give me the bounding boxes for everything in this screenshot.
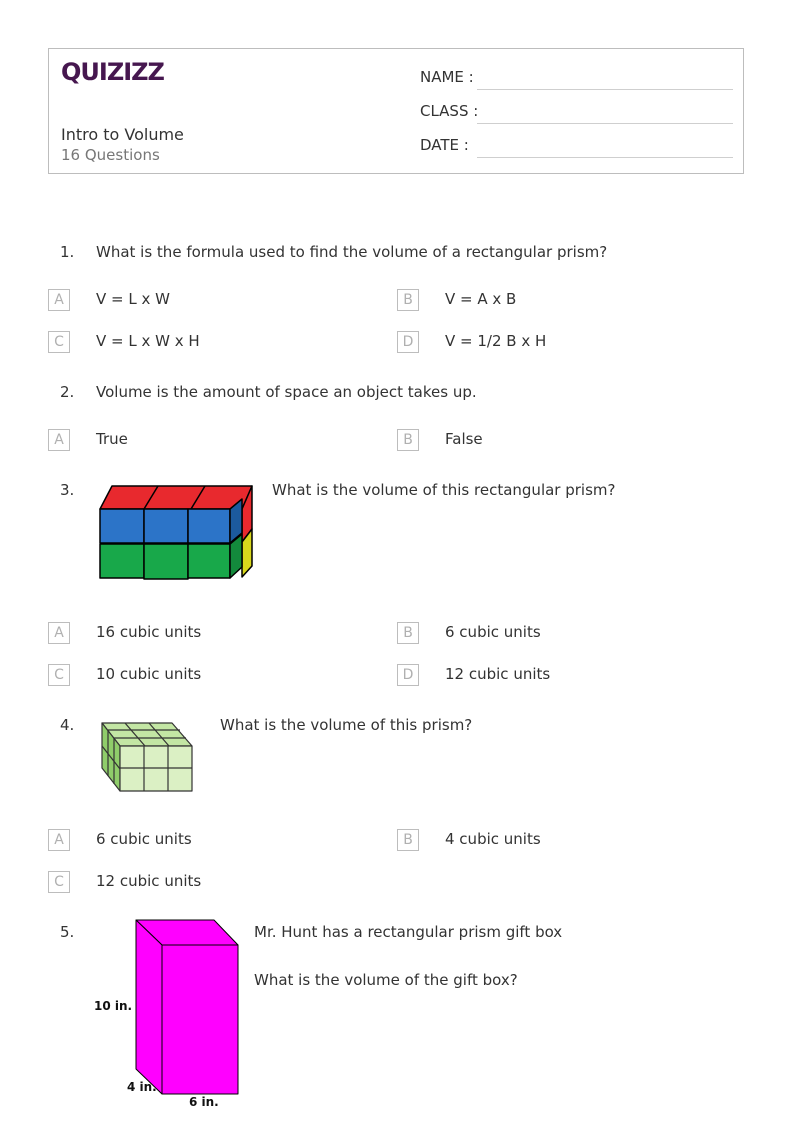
date-label: DATE : xyxy=(420,136,469,154)
option-text: False xyxy=(445,430,483,448)
answer-option[interactable] xyxy=(397,331,717,355)
option-letter-box: A xyxy=(48,289,70,311)
option-letter-box: C xyxy=(48,664,70,686)
question-text: Mr. Hunt has a rectangular prism gift box xyxy=(254,923,563,941)
date-line[interactable] xyxy=(477,157,733,158)
width-label: 6 in. xyxy=(189,1095,219,1109)
option-letter-box: A xyxy=(48,622,70,644)
quizizz-logo xyxy=(61,57,164,87)
worksheet-title: Intro to Volume xyxy=(61,125,184,144)
answer-option[interactable] xyxy=(397,664,717,688)
class-label: CLASS : xyxy=(420,102,479,120)
option-text: 4 cubic units xyxy=(445,830,541,848)
option-text: V = L x W x H xyxy=(96,332,200,350)
question-number: 5. xyxy=(60,923,75,941)
cube-prism-figure xyxy=(96,482,256,582)
name-line[interactable] xyxy=(477,89,733,90)
name-label: NAME : xyxy=(420,68,474,86)
question-number: 4. xyxy=(60,716,75,734)
question-text: Volume is the amount of space an object takes up. xyxy=(96,383,477,401)
option-text: 16 cubic units xyxy=(96,623,202,641)
answer-option[interactable] xyxy=(48,331,368,355)
question-text-2: What is the volume of the gift box? xyxy=(254,971,518,989)
green-cube-prism-figure xyxy=(96,718,196,794)
answer-option[interactable] xyxy=(48,622,368,646)
question-text: What is the volume of this prism? xyxy=(220,716,473,734)
option-text: V = L x W xyxy=(96,290,170,308)
answer-option[interactable] xyxy=(48,871,368,895)
option-letter-box: B xyxy=(397,289,419,311)
depth-label: 4 in. xyxy=(127,1080,157,1094)
answer-option[interactable] xyxy=(397,289,717,313)
option-text: V = A x B xyxy=(445,290,517,308)
worksheet-header xyxy=(48,48,744,174)
question-number: 3. xyxy=(60,481,75,499)
class-field[interactable] xyxy=(420,102,733,124)
option-letter-box: A xyxy=(48,429,70,451)
question-text: What is the formula used to find the volume of a rectangular prism? xyxy=(96,243,608,261)
option-letter-box: D xyxy=(397,664,419,686)
option-letter-box: D xyxy=(397,331,419,353)
option-letter-box: C xyxy=(48,331,70,353)
logo-text: QUIZIZZ xyxy=(61,58,164,86)
option-letter-box: B xyxy=(397,429,419,451)
name-field[interactable] xyxy=(420,68,733,90)
option-text: 12 cubic units xyxy=(445,665,551,683)
option-text: 12 cubic units xyxy=(96,872,202,890)
option-text: 6 cubic units xyxy=(445,623,541,641)
question-count: 16 Questions xyxy=(61,146,160,164)
answer-option[interactable] xyxy=(397,829,717,853)
option-letter-box: B xyxy=(397,829,419,851)
option-letter-box: B xyxy=(397,622,419,644)
answer-option[interactable] xyxy=(48,829,368,853)
question-number: 1. xyxy=(60,243,75,261)
option-text: 10 cubic units xyxy=(96,665,202,683)
height-label: 10 in. xyxy=(94,999,133,1013)
option-letter-box: A xyxy=(48,829,70,851)
date-field[interactable] xyxy=(420,136,733,158)
answer-option[interactable] xyxy=(48,664,368,688)
option-letter-box: C xyxy=(48,871,70,893)
option-text: V = 1/2 B x H xyxy=(445,332,547,350)
question-number: 2. xyxy=(60,383,75,401)
question-text: What is the volume of this rectangular prism? xyxy=(272,481,616,499)
option-text: 6 cubic units xyxy=(96,830,192,848)
answer-option[interactable] xyxy=(48,289,368,313)
gift-box-prism-figure xyxy=(90,916,250,1116)
answer-option[interactable] xyxy=(48,429,368,453)
option-text: True xyxy=(96,430,128,448)
answer-option[interactable] xyxy=(397,622,717,646)
class-line[interactable] xyxy=(477,123,733,124)
answer-option[interactable] xyxy=(397,429,717,453)
